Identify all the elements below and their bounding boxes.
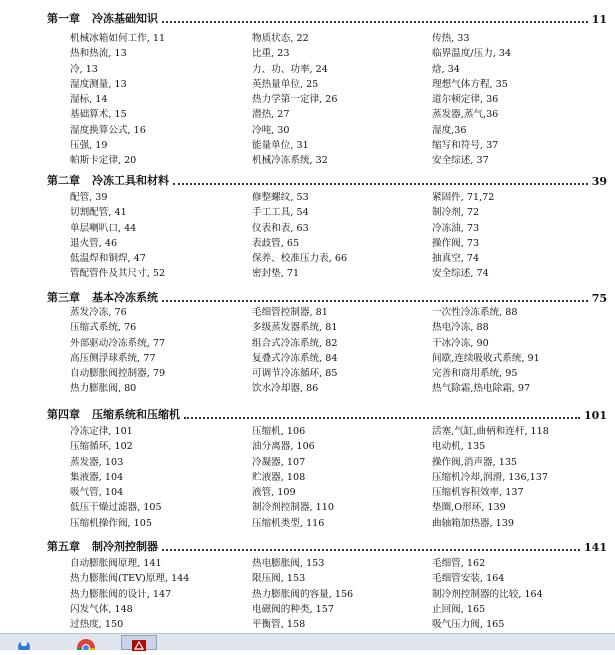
toc-entry: 表歧管, 65 <box>252 237 300 249</box>
toc-entry: 蒸发器,蒸气,36 <box>432 109 499 121</box>
toc-entry: 吸气压力阀, 165 <box>432 619 505 631</box>
toc-entry: 电动机, 135 <box>432 441 486 453</box>
chapter-page-number: 11 <box>591 13 607 26</box>
toc-entry: 毛细管安装, 164 <box>432 573 505 585</box>
toc-entry: 垫圈,O形环, 139 <box>432 502 506 514</box>
entry-column-2 <box>252 31 337 169</box>
entry-column-1 <box>70 305 165 397</box>
toc-entry: 湿标, 14 <box>70 94 108 106</box>
toc-entry: 毛细管控制器, 81 <box>252 307 328 318</box>
toc-entry: 热力膨胀阀, 80 <box>70 383 137 395</box>
taskbar-app-button[interactable] <box>6 635 42 650</box>
toc-entry: 完善和商用系统, 95 <box>432 368 518 380</box>
chapter-heading <box>47 172 607 188</box>
toc-entry: 冷冻定律, 101 <box>70 426 133 437</box>
toc-entry: 液管, 109 <box>252 487 296 499</box>
toc-entry: 密封垫, 71 <box>252 268 300 280</box>
toc-entry: 压缩式系统, 76 <box>70 322 137 334</box>
toc-entry: 一次性冷冻系统, 88 <box>432 307 518 318</box>
toc-entry: 湿度测量, 13 <box>70 78 127 90</box>
chapter-heading <box>47 289 607 305</box>
taskbar <box>0 633 615 650</box>
toc-entry: 操作阀, 73 <box>432 237 480 249</box>
toc-entry: 压缩循环, 102 <box>70 441 133 453</box>
toc-entry: 湿度换算公式, 16 <box>70 124 146 136</box>
toc-entry: 冷凝器, 107 <box>252 456 306 468</box>
toc-entry: 基础算术, 15 <box>70 109 127 121</box>
toc-entry: 自动膨胀阀原理, 141 <box>70 558 162 569</box>
toc-entry: 机械冰箱如何工作, 11 <box>70 33 166 44</box>
toc-entry: 间歇,连续吸收式系统, 91 <box>432 352 540 364</box>
chapter-heading <box>47 406 607 422</box>
toc-entry: 压缩机类型, 116 <box>252 517 325 529</box>
toc-entry: 集液器, 104 <box>70 471 124 483</box>
toc-entry: 活塞,气缸,曲柄和连杆, 118 <box>432 426 549 437</box>
toc-entry: 帕斯卡定律, 20 <box>70 155 137 167</box>
toc-entry: 低压干燥过滤器, 105 <box>70 502 162 514</box>
toc-entry: 多级蒸发器系统, 81 <box>252 322 338 334</box>
toc-entry: 管配管件及其尺寸, 52 <box>70 268 166 280</box>
toc-entry: 组合式冷冻系统, 82 <box>252 337 338 349</box>
toc-entry: 保养、校准压力表, 66 <box>252 253 348 265</box>
entry-column-2 <box>252 556 353 632</box>
chapter-heading <box>47 538 607 554</box>
toc-entry: 道尔顿定律, 36 <box>432 94 499 106</box>
app-icon <box>6 635 42 650</box>
toc-entry: 仪表和表, 63 <box>252 222 309 234</box>
chapter-heading <box>47 10 607 26</box>
chapter-title: 制冷剂控制器 <box>92 540 158 553</box>
toc-entry: 能量单位, 31 <box>252 140 309 152</box>
toc-entry: 冷冻油, 73 <box>432 222 480 234</box>
entry-column-3 <box>432 305 540 397</box>
leader-dots <box>184 416 580 419</box>
toc-entry: 高压侧浮球系统, 77 <box>70 352 156 364</box>
toc-entry: 操作阀,消声器, 135 <box>432 456 518 468</box>
toc-entry: 复叠式冷冻系统, 84 <box>252 352 338 364</box>
toc-entry: 压强, 19 <box>70 140 108 152</box>
entry-column-1 <box>70 424 162 531</box>
entry-column-1 <box>70 190 165 282</box>
toc-entry: 电磁阀的种类, 157 <box>252 603 334 615</box>
entry-column-3 <box>432 556 543 632</box>
entry-column-2 <box>252 190 347 282</box>
leader-dots <box>162 299 588 302</box>
toc-entry: 力、功、功率, 24 <box>252 63 328 75</box>
toc-entry: 修整螺纹, 53 <box>252 192 309 203</box>
entry-column-2 <box>252 424 334 531</box>
toc-entry: 热电膨胀阀, 153 <box>252 558 325 569</box>
toc-entry: 切割配管, 41 <box>70 207 127 219</box>
chapter-title: 冷冻基础知识 <box>92 12 158 25</box>
entry-column-1 <box>70 556 189 632</box>
toc-entry: 毛细管, 162 <box>432 558 486 569</box>
toc-entry: 冷, 13 <box>70 63 98 75</box>
leader-dots <box>162 20 588 23</box>
toc-entry: 热力膨胀阀(TEV)原理, 144 <box>70 573 190 585</box>
toc-entry: 压缩机操作阀, 105 <box>70 517 152 529</box>
leader-dots <box>162 548 580 551</box>
toc-entry: 限压阀, 153 <box>252 573 306 585</box>
toc-entry: 吸气管, 104 <box>70 487 124 499</box>
chapter-number: 第五章 <box>47 540 80 553</box>
chapter-page-number: 39 <box>591 175 607 188</box>
toc-entry: 手工工具, 54 <box>252 207 309 219</box>
toc-entry: 油分离器, 106 <box>252 441 315 453</box>
toc-entry: 临界温度/压力, 34 <box>432 48 512 60</box>
chapter-page-number: 75 <box>591 292 607 305</box>
chapter-title: 冷冻工具和材料 <box>92 174 169 187</box>
taskbar-browser-button[interactable] <box>68 635 104 650</box>
toc-entry: 缩写和符号, 37 <box>432 140 499 152</box>
toc-entry: 低温焊和铜焊, 47 <box>70 253 146 265</box>
toc-entry: 止回阀, 165 <box>432 603 486 615</box>
toc-entry: 抽真空, 74 <box>432 253 480 265</box>
entry-column-3 <box>432 424 549 531</box>
pdf-reader-icon <box>122 638 156 651</box>
toc-entry: 热力膨胀阀的设计, 147 <box>70 588 172 600</box>
chapter-title: 基本冷冻系统 <box>92 291 158 304</box>
chapter-title: 压缩系统和压缩机 <box>92 408 180 421</box>
toc-entry: 比重, 23 <box>252 48 290 60</box>
toc-entry: 湿度,36 <box>432 124 467 136</box>
toc-entry: 制冷剂, 72 <box>432 207 480 219</box>
toc-entry: 潜热, 27 <box>252 109 290 121</box>
toc-entry: 热电冷冻, 88 <box>432 322 489 334</box>
toc-entry: 英热量单位, 25 <box>252 78 319 90</box>
toc-entry: 热气除霜,热电除霜, 97 <box>432 383 531 395</box>
toc-entry: 退火管, 46 <box>70 237 118 249</box>
toc-entry: 过热度, 150 <box>70 619 124 631</box>
toc-entry: 安全综述, 74 <box>432 268 489 280</box>
toc-entry: 机械冷冻系统, 32 <box>252 155 328 167</box>
taskbar-pdf-reader-button[interactable] <box>121 635 157 650</box>
toc-entry: 热和热流, 13 <box>70 48 127 60</box>
entry-column-2 <box>252 305 337 397</box>
toc-entry: 自动膨胀阀控制器, 79 <box>70 368 166 380</box>
toc-entry: 蒸发器, 103 <box>70 456 124 468</box>
toc-entry: 闪发气体, 148 <box>70 603 133 615</box>
toc-entry: 压缩机, 106 <box>252 426 306 437</box>
toc-entry: 焓, 34 <box>432 63 460 75</box>
toc-entry: 压缩机容积效率, 137 <box>432 487 524 499</box>
entry-column-1 <box>70 31 165 169</box>
toc-entry: 冷吨, 30 <box>252 124 290 136</box>
toc-entry: 单层喇叭口, 44 <box>70 222 137 234</box>
toc-entry: 理想气体方程, 35 <box>432 78 508 90</box>
toc-entry: 曲轴箱加热器, 139 <box>432 517 514 529</box>
toc-entry: 平衡管, 158 <box>252 619 306 631</box>
leader-dots <box>173 182 588 185</box>
toc-entry: 物质状态, 22 <box>252 33 309 44</box>
entry-column-3 <box>432 31 511 169</box>
toc-entry: 紧固件, 71,72 <box>432 192 495 203</box>
toc-entry: 可调节冷冻循环, 85 <box>252 368 338 380</box>
toc-entry: 制冷剂控制器, 110 <box>252 502 334 514</box>
toc-entry: 贮液器, 108 <box>252 471 306 483</box>
toc-entry: 压缩机冷却,润滑, 136,137 <box>432 471 548 483</box>
chapter-number: 第二章 <box>47 174 80 187</box>
toc-entry: 配管, 39 <box>70 192 108 203</box>
chrome-icon <box>68 635 104 650</box>
toc-entry: 制冷剂控制器的比较, 164 <box>432 588 543 600</box>
toc-entry: 传热, 33 <box>432 33 470 44</box>
toc-entry: 蒸发冷冻, 76 <box>70 307 127 318</box>
toc-entry: 热力膨胀阀的容量, 156 <box>252 588 354 600</box>
entry-column-3 <box>432 190 494 282</box>
toc-entry: 外部驱动冷冻系统, 77 <box>70 337 166 349</box>
chapter-number: 第一章 <box>47 12 80 25</box>
toc-entry: 饮水冷却器, 86 <box>252 383 319 395</box>
toc-entry: 安全综述, 37 <box>432 155 489 167</box>
chapter-page-number: 101 <box>584 409 607 422</box>
chapter-page-number: 141 <box>584 541 607 554</box>
toc-entry: 干冰冷冻, 90 <box>432 337 489 349</box>
chapter-number: 第三章 <box>47 291 80 304</box>
chapter-number: 第四章 <box>47 408 80 421</box>
toc-entry: 热力学第一定律, 26 <box>252 94 338 106</box>
